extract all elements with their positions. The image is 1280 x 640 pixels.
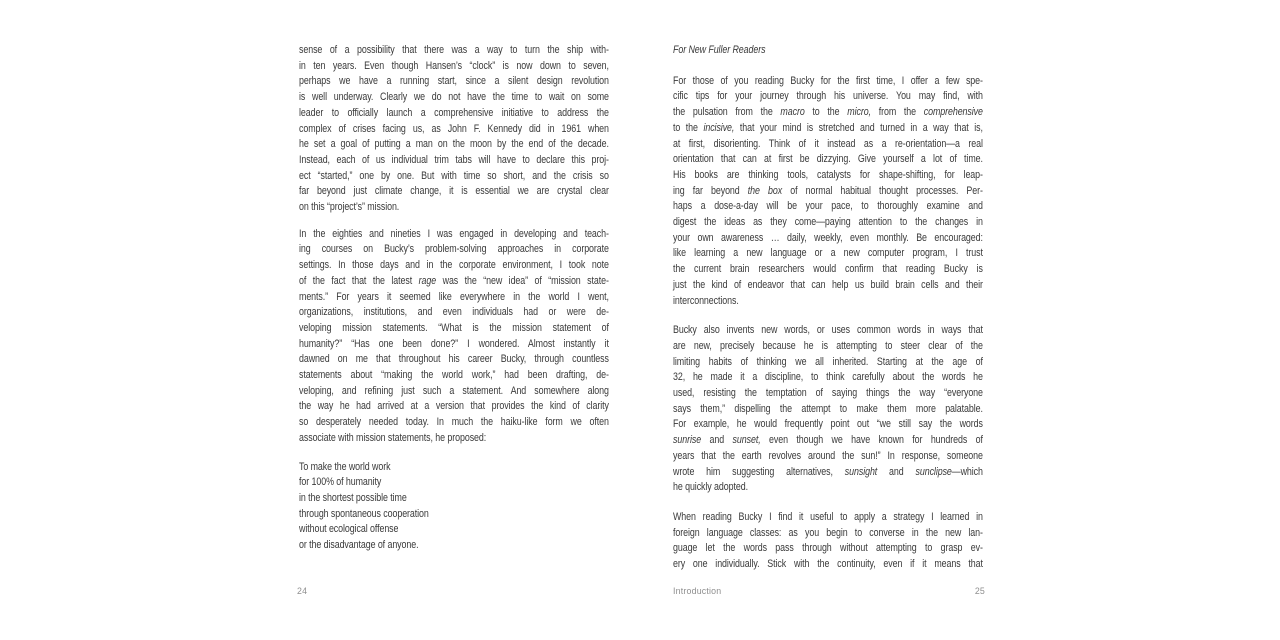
text-segment: digest the ideas as they come—paying attention to the changes in (673, 216, 983, 229)
text-line (673, 137, 983, 153)
italic-text: sunset, (732, 434, 761, 447)
text-line (299, 475, 609, 491)
text-line (299, 321, 609, 337)
page-number-left: 24 (297, 586, 308, 596)
text-line (673, 541, 983, 557)
italic-text: rage (418, 274, 437, 287)
text-line (299, 368, 609, 384)
text-line (299, 460, 609, 476)
text-segment: in ten years. Even though Hansen’s “clock” is now down to seven, (299, 59, 609, 72)
text-segment: interconnections. (673, 294, 739, 307)
text-segment: humanity?” “Has one been done?” I wondered. Almost instantly it (299, 337, 609, 350)
text-segment: leader to officially launch a comprehensive initiative to address the (299, 106, 609, 119)
text-line (673, 323, 983, 339)
text-line (299, 274, 609, 290)
text-line (299, 153, 609, 169)
text-segment: so desperately needed today. In much the haiku-like form we often (299, 416, 609, 429)
text-segment: years that the earth revolves around the sun!” In response, someone (673, 449, 983, 462)
text-segment: far beyond just climate change, it is essential we are crystal clear (299, 185, 609, 198)
text-line (299, 43, 609, 59)
text-segment: dawned on me that throughout his career Bucky, through countless (299, 353, 609, 366)
paragraph (299, 43, 609, 216)
text-segment: To make the world work (299, 460, 391, 473)
text-line (673, 121, 983, 137)
text-line (673, 510, 983, 526)
text-line (673, 231, 983, 247)
text-line (299, 74, 609, 90)
italic-text: macro (780, 106, 805, 119)
text-segment: statements about “making the world work,” had been drafting, de- (299, 369, 609, 382)
text-segment: associate with mission statements, he proposed: (299, 431, 487, 444)
text-segment: perhaps we have a running start, since a silent design revolution (299, 75, 609, 88)
text-line (673, 465, 983, 481)
text-line (673, 246, 983, 262)
text-line (299, 137, 609, 153)
text-line (299, 242, 609, 258)
italic-text: sunrise (673, 434, 702, 447)
italic-text: the box (747, 184, 783, 197)
text-line (673, 480, 983, 496)
text-segment: he set a goal of putting a man on the moon by the end of the decade. (299, 138, 609, 151)
text-segment: your own awareness … daily, weekly, even monthly. Be encouraged: (673, 231, 983, 244)
text-segment: on this “project’s” mission. (299, 201, 400, 214)
text-line (673, 355, 983, 371)
text-segment: Bucky also invents new words, or uses common words in ways that (673, 324, 983, 337)
text-segment: just the kind of endeavor that can help us build brain cells and their (673, 278, 983, 291)
text-segment: ments.” For years it seemed like everywhere in the world I went, (299, 290, 609, 303)
text-line (299, 106, 609, 122)
text-line (299, 538, 609, 554)
paragraph (299, 227, 609, 447)
italic-text: comprehensive (923, 106, 983, 119)
page-number-right: 25 (974, 586, 985, 596)
text-line (299, 431, 609, 447)
left-page-text-column (299, 43, 609, 554)
text-segment: ery one individually. Stick with the continuity, even if it means that (673, 558, 983, 571)
text-segment: are new, precisely because he is attempting to steer clear of the (673, 339, 983, 352)
verse (299, 460, 609, 554)
text-segment: says them,” dispelling the attempt to make them more palatable. (673, 402, 983, 415)
text-line (673, 168, 983, 184)
text-line (299, 305, 609, 321)
text-line (299, 290, 609, 306)
text-line (673, 152, 983, 168)
running-footer-chapter-title: Introduction (673, 586, 722, 596)
text-line (299, 507, 609, 523)
text-segment: veloping, and refining just such a statement. And somewhere along (299, 384, 609, 397)
text-segment: complex of crises facing us, as John F. Kennedy did in 1961 when (299, 122, 609, 135)
text-segment: used, resisting the temptation of saying things the way “everyone (673, 387, 983, 400)
text-segment: in the shortest possible time (299, 491, 407, 504)
text-line (299, 491, 609, 507)
text-line (673, 89, 983, 105)
text-segment: even though we have known for hundreds of (760, 434, 983, 447)
text-segment: for 100% of humanity (299, 476, 382, 489)
text-segment: Instead, each of us individual trim tabs will have to declare this proj- (299, 153, 609, 166)
text-segment: foreign language classes: as you begin to converse in the new lan- (673, 526, 983, 539)
text-segment: to the (673, 121, 704, 134)
text-segment: was the “new idea” of “mission state- (436, 274, 609, 287)
text-line (673, 449, 983, 465)
text-segment: without ecological offense (299, 523, 399, 536)
text-segment: that your mind is stretched and turned in a way that is, (734, 121, 983, 134)
text-segment: 32, he made it a discipline, to think carefully about the words he (673, 371, 983, 384)
paragraph (673, 510, 983, 573)
text-segment: settings. In those days and in the corporate environment, I took note (299, 259, 609, 272)
paragraph (673, 323, 983, 496)
text-line (673, 184, 983, 200)
text-line (299, 258, 609, 274)
text-line (299, 384, 609, 400)
text-segment: to the (804, 106, 848, 119)
text-line (299, 90, 609, 106)
text-line (673, 294, 983, 310)
text-line (673, 526, 983, 542)
text-line (299, 184, 609, 200)
text-segment: the way he had arrived at a version that provides the kind of clarity (299, 400, 609, 413)
text-line (673, 386, 983, 402)
text-line (673, 370, 983, 386)
italic-text: incisive, (703, 121, 735, 134)
text-segment: is well underway. Clearly we do not have the time to wait on some (299, 91, 609, 104)
italic-text: sunsight (844, 465, 878, 478)
text-line (299, 352, 609, 368)
text-line (673, 199, 983, 215)
text-segment: His books are thinking tools, catalysts for shape-shifting, for leap- (673, 168, 983, 181)
text-line (673, 402, 983, 418)
text-segment: ect “started,” one by one. But with time so short, and the crisis so (299, 169, 609, 182)
text-segment: ing courses on Bucky’s problem-solving approaches in corporate (299, 243, 609, 256)
text-line (673, 417, 983, 433)
text-line (299, 337, 609, 353)
text-segment: For those of you reading Bucky for the first time, I offer a few spe- (673, 74, 983, 87)
text-segment: through spontaneous cooperation (299, 507, 429, 520)
text-line (299, 415, 609, 431)
text-line (299, 122, 609, 138)
text-segment: he quickly adopted. (673, 481, 748, 494)
right-page-text-column (673, 43, 983, 587)
text-segment: the pulsation from the (673, 106, 781, 119)
text-line (299, 200, 609, 216)
text-segment: at first, disorienting. Think of it instead as a re-orientation—a real (673, 137, 983, 150)
text-segment: —which (951, 465, 983, 478)
text-segment: orientation that can at first be dizzying. Give yourself a lot of time. (673, 153, 983, 166)
text-segment: the current brain researchers would confirm that reading Bucky is (673, 263, 983, 276)
text-line (299, 59, 609, 75)
text-line (673, 74, 983, 90)
text-line (299, 399, 609, 415)
text-segment: ing far beyond (673, 184, 748, 197)
text-line (673, 215, 983, 231)
text-segment: of the fact that the latest (299, 274, 419, 287)
text-line (299, 522, 609, 538)
text-line (673, 433, 983, 449)
text-segment: For example, he would frequently point out “we still say the words (673, 418, 983, 431)
text-line (673, 105, 983, 121)
text-line (299, 227, 609, 243)
text-segment: like learning a new language or a new computer program, I trust (673, 247, 983, 260)
text-line (673, 339, 983, 355)
text-segment: or the disadvantage of anyone. (299, 539, 419, 552)
text-line (673, 557, 983, 573)
text-segment: sense of a possibility that there was a way to turn the ship with- (299, 44, 609, 56)
text-segment: wrote him suggesting alternatives, (673, 465, 845, 478)
section-heading: For New Fuller Readers (673, 44, 766, 56)
text-segment: and (877, 465, 916, 478)
text-segment: guage let the words pass through without attempting to grasp ev- (673, 542, 983, 555)
text-line (673, 278, 983, 294)
text-segment: haps a dose-a-day will be your pace, to thoroughly examine and (673, 200, 983, 213)
text-segment: of normal habitual thought processes. Per- (782, 184, 983, 197)
italic-text: sunclipse (915, 465, 952, 478)
paragraph (673, 74, 983, 310)
text-segment: and (701, 434, 733, 447)
text-segment: limiting habits of thinking we all inherited. Starting at the age of (673, 355, 983, 368)
text-segment: veloping mission statements. “What is the mission statement of (299, 321, 609, 334)
text-segment: When reading Bucky I find it useful to apply a strategy I learned in (673, 510, 983, 523)
text-segment: In the eighties and nineties I was engaged in developing and teach- (299, 227, 609, 240)
text-segment: from the (870, 106, 924, 119)
text-line (299, 169, 609, 185)
text-segment: cific tips for your journey through his universe. You may find, with (673, 90, 983, 103)
text-segment: organizations, institutions, and even individuals had or were de- (299, 306, 609, 319)
text-line (673, 262, 983, 278)
italic-text: micro, (847, 106, 871, 119)
